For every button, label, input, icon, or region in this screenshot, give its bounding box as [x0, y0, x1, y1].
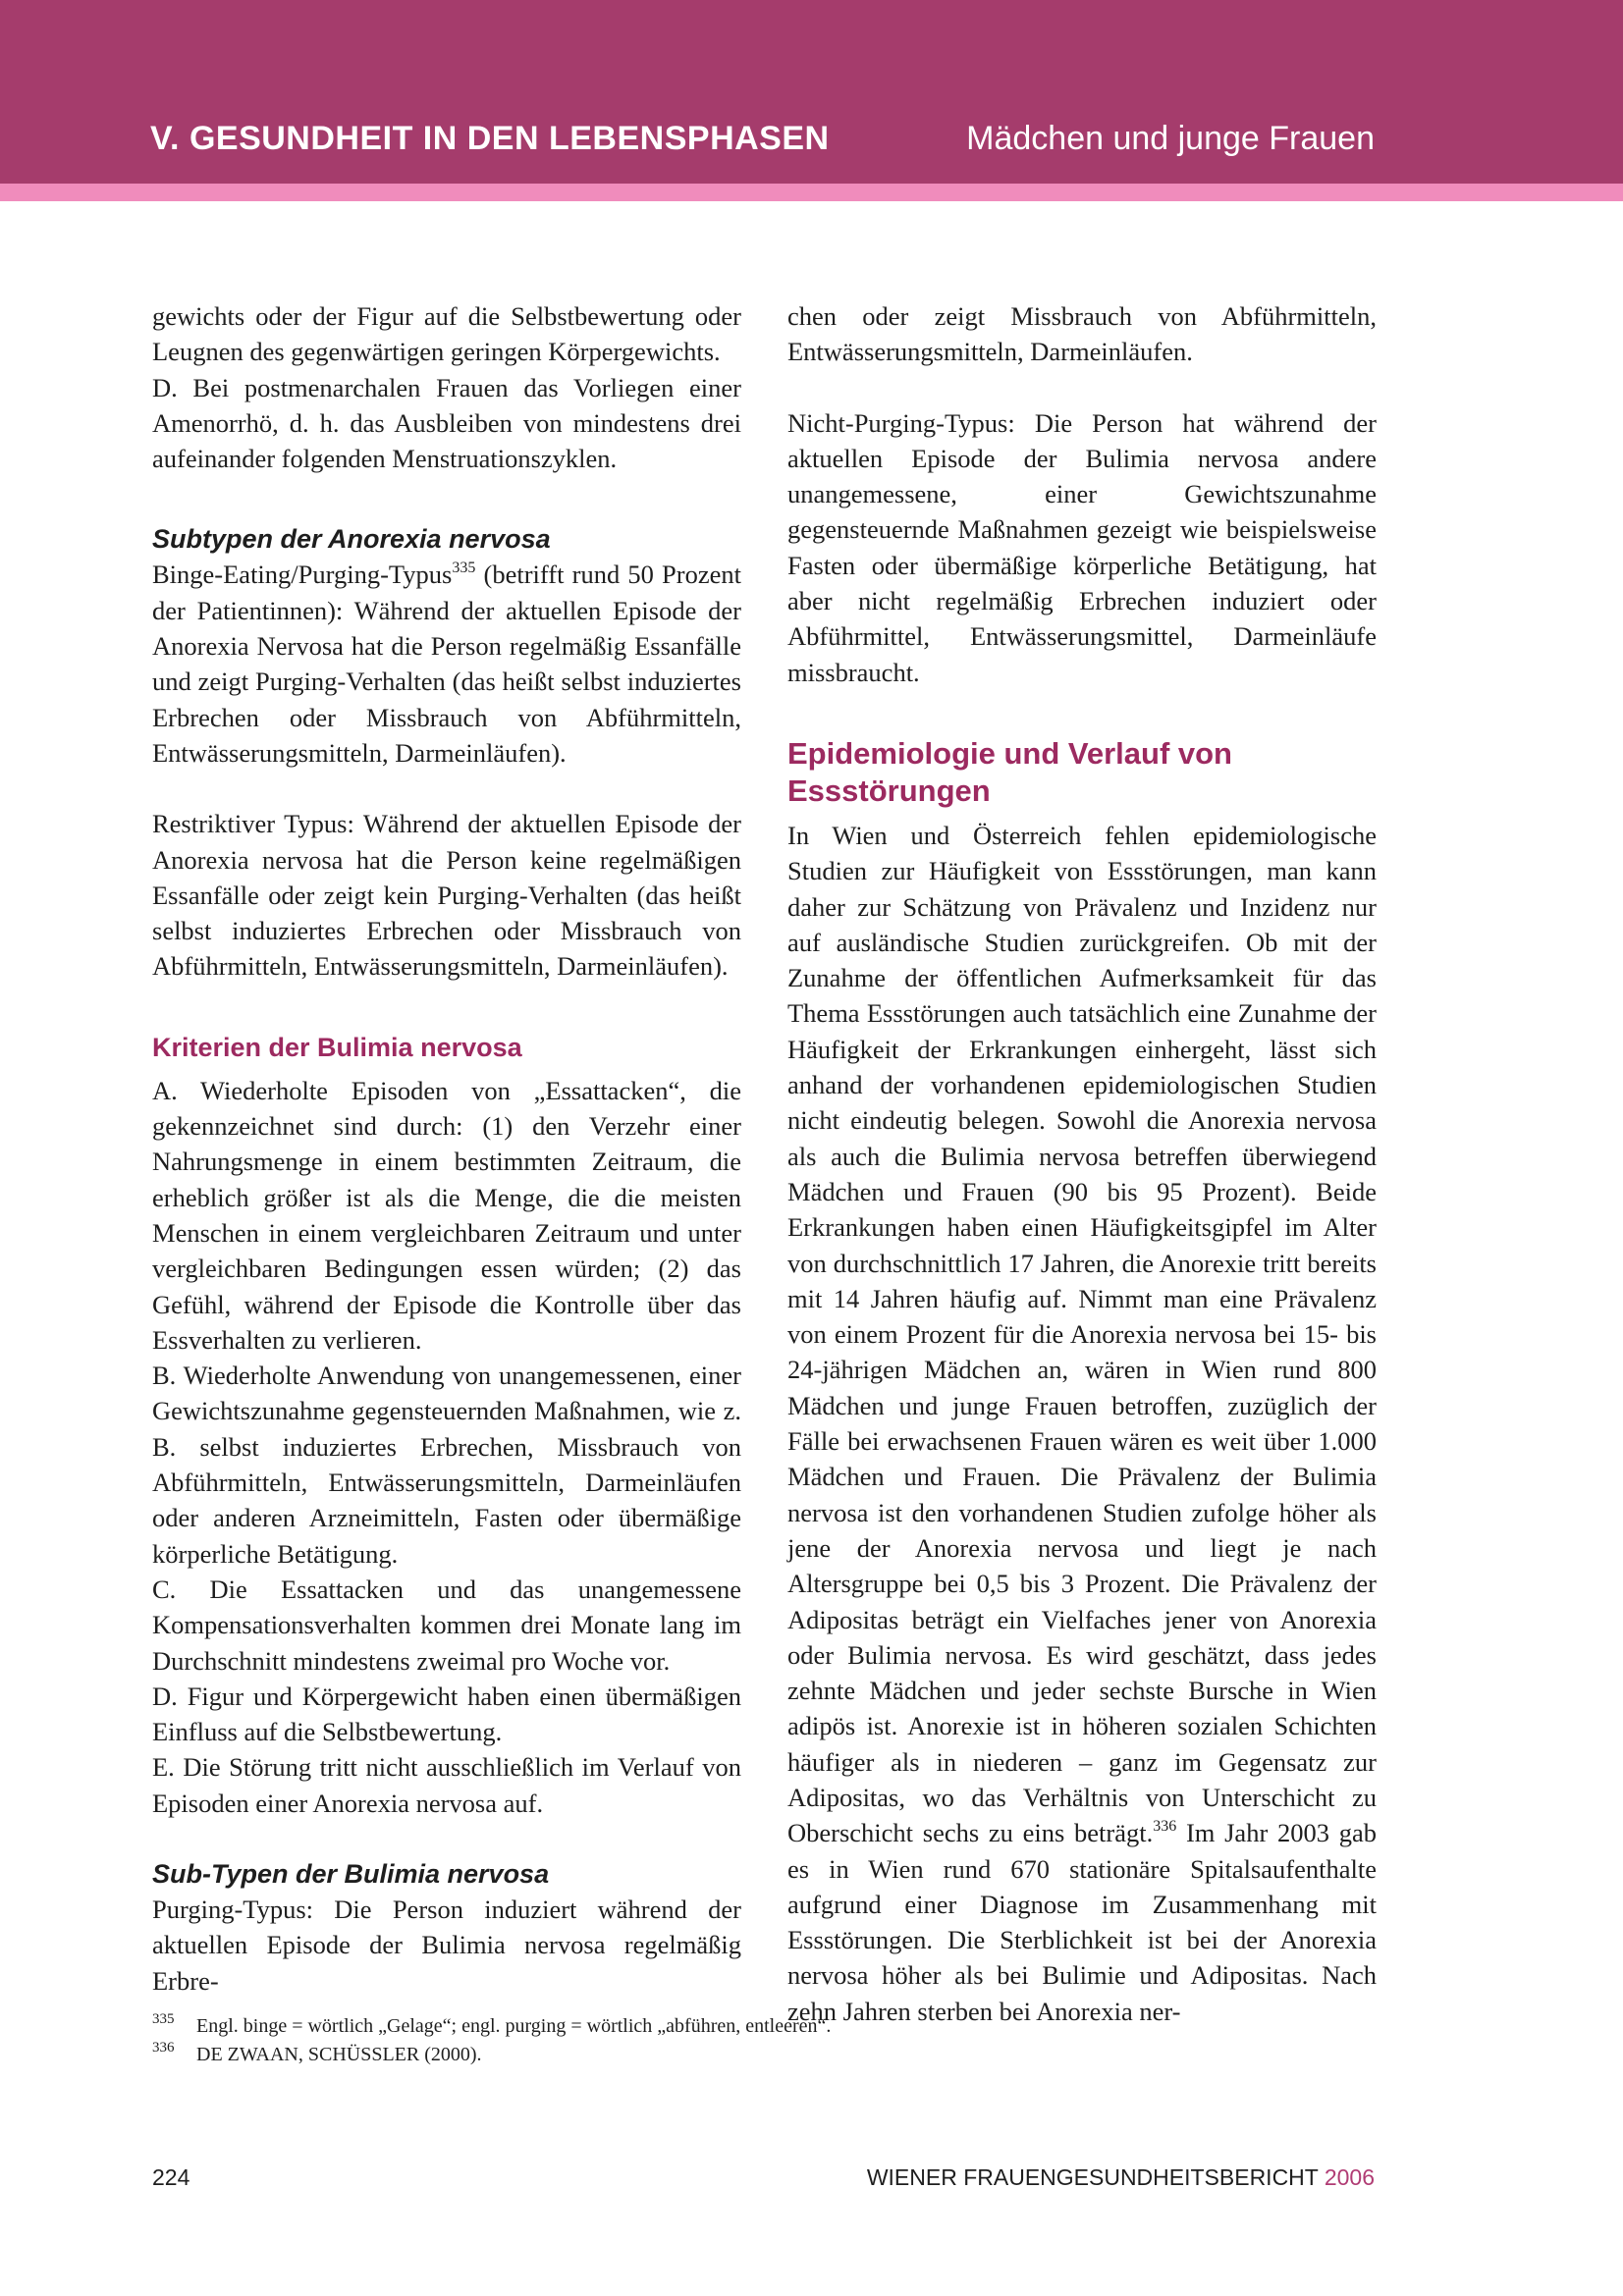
subtypes-anorexia-heading: Subtypen der Anorexia nervosa	[152, 524, 551, 555]
criterion-b: B. Wiederholte Anwendung von unangemessenen, einer Gewichtszunahme gegensteuernden Maßnahmen, wie z. B. selbst induziertes Erbrechen, Missbrauch von Abführmitteln, Entwässerungsmitteln, Darmeinläufen oder anderen Arzneimitteln, Fasten oder übermäßige körperliche Betätigung.	[152, 1361, 741, 1569]
report-year: 2006	[1324, 2164, 1375, 2190]
footnote	[152, 2041, 1380, 2069]
epidemiology-heading: Epidemiologie und Verlauf von Essstörungen	[787, 735, 1232, 808]
footnotes	[152, 2012, 1380, 2069]
chapter-title: V. GESUNDHEIT IN DEN LEBENSPHASEN	[150, 120, 830, 157]
paragraph: Restriktiver Typus: Während der aktuellen Episode der Anorexia nervosa hat die Person keine regelmäßigen Essanfälle oder zeigt kein Purging-Verhalten (das heißt selbst induziertes Erbrechen oder Missbrauch von Abführmitteln, Entwässerungsmitteln, Darmeinläufen).	[152, 809, 741, 982]
binge-type-text: Binge-Eating/Purging-Typus	[152, 560, 453, 590]
criterion-a: A. Wiederholte Episoden von „Essattacken“, die gekennzeichnet sind durch: (1) den Verzehr einer Nahrungsmenge in einem bestimmten Zeitraum, die erheblich größer ist als die Menge, die die meisten Menschen in einem vergleichbaren Zeitraum und unter vergleichbaren Bedingungen essen würden; (2) das Gefühl, während der Episode die Kontrolle über das Essverhalten zu verlieren.	[152, 1075, 741, 1355]
footnote	[152, 2012, 1380, 2041]
right-column	[787, 298, 1377, 2029]
paragraph: Purging-Typus: Die Person induziert während der aktuellen Episode der Bulimia nervosa regelmäßig Erbre-	[152, 1894, 741, 1996]
paragraph: Nicht-Purging-Typus: Die Person hat während der aktuellen Episode der Bulimia nervosa andere unangemessene, einer Gewichtszunahme gegensteuernde Maßnahmen gezeigt wie beispielsweise Fasten oder übermäßige körperliche Betätigung, hat aber nicht regelmäßig Erbrechen induziert oder Abführmittel, Entwässerungsmittel, Darmeinläufe missbraucht.	[787, 407, 1377, 687]
paragraph	[787, 818, 1377, 2029]
subtypes-bulimia-heading: Sub-Typen der Bulimia nervosa	[152, 1858, 550, 1889]
page-number: 224	[152, 2164, 190, 2190]
paragraph: gewichts oder der Figur auf die Selbstbewertung oder Leugnen des gegenwärtigen geringen Körpergewichts.	[152, 301, 741, 367]
footnote-text: Engl. binge = wörtlich „Gelage“; engl. purging = wörtlich „abführen, entleeren“.	[196, 2015, 832, 2037]
footnote-number: 336	[152, 2040, 175, 2056]
footnote-ref: 335	[452, 560, 476, 577]
header-accent-stripe	[0, 184, 1623, 201]
paragraph: D. Bei postmenarchalen Frauen das Vorliegen einer Amenorrhö, d. h. das Ausbleiben von mindestens drei aufeinander folgenden Menstruationszyklen.	[152, 372, 741, 474]
epidemiology-text-cont: Im Jahr 2003 gab es in Wien rund 670 stationäre Spitalsaufenthalte aufgrund einer Diagnose im Zusammenhang mit Essstörungen. Die Sterblichkeit ist bei der Anorexia nervosa höher als bei Bulimie und Adipositas. Nach zehn Jahren sterben bei Anorexia ner-	[787, 1818, 1377, 2026]
criterion-d: D. Figur und Körpergewicht haben einen übermäßigen Einfluss auf die Selbstbewertung.	[152, 1681, 741, 1747]
paragraph: chen oder zeigt Missbrauch von Abführmitteln, Entwässerungsmitteln, Darmeinläufen.	[787, 301, 1377, 367]
page-header	[0, 0, 1623, 184]
section-subtitle: Mädchen und junge Frauen	[966, 120, 1375, 157]
binge-type-text-cont: (betrifft rund 50 Prozent der Patientinnen): Während der aktuellen Episode der Anorexia Nervosa hat die Person regelmäßig Essanfälle und zeigt Purging-Verhalten (das heißt selbst induziertes Erbrechen oder Missbrauch von Abführmitteln, Entwässerungsmitteln, Darmeinläufen).	[152, 560, 741, 768]
paragraph	[152, 557, 741, 771]
criterion-c: C. Die Essattacken und das unangemessene Kompensationsverhalten kommen drei Monate lang im Durchschnitt mindestens zweimal pro Woche vor.	[152, 1574, 741, 1676]
criteria-bulimia-heading: Kriterien der Bulimia nervosa	[152, 1032, 522, 1062]
footnote-ref: 336	[1153, 1818, 1177, 1836]
footnote-number: 335	[152, 2011, 175, 2027]
epidemiology-text: In Wien und Österreich fehlen epidemiologische Studien zur Häufigkeit von Essstörungen, man kann daher zur Schätzung von Prävalenz und Inzidenz nur auf ausländische Studien zurückgreifen. Ob mit der Zunahme der öffentlichen Aufmerksamkeit für das Thema Essstörungen auch tatsächlich eine Zunahme der Häufigkeit der Erkrankungen einhergeht, lässt sich anhand der vorhandenen epidemiologischen Studien nicht eindeutig belegen. Sowohl die Anorexia nervosa als auch die Bulimia nervosa betreffen überwiegend Mädchen und Frauen (90 bis 95 Prozent). Beide Erkrankungen haben einen Häufigkeitsgipfel im Alter von durchschnittlich 17 Jahren, die Anorexie tritt bereits mit 14 Jahren häufig auf. Nimmt man eine Prävalenz von einem Prozent für die Anorexia nervosa bei 15- bis 24-jährigen Mädchen an, wären in Wien rund 800 Mädchen und junge Frauen betroffen, zuzüglich der Fälle bei erwachsenen Frauen wären es weit über 1.000 Mädchen und Frauen. Die Prävalenz der Bulimia nervosa ist den vorhandenen Studien zufolge höher als jene der Anorexia nervosa und liegt je nach Altersgruppe bei 0,5 bis 3 Prozent. Die Prävalenz der Adipositas beträgt ein Vielfaches jener von Anorexia oder Bulimia nervosa. Es wird geschätzt, dass jedes zehnte Mädchen und jeder sechste Bursche in Wien adipös ist. Anorexie ist in höheren sozialen Schichten häufiger als in niederen – ganz im Gegensatz zur Adipositas, wo das Verhältnis von Unterschicht zu Oberschicht sechs zu eins beträgt.	[787, 820, 1377, 1848]
left-column	[152, 298, 741, 1999]
footnote-text: DE ZWAAN, SCHÜSSLER (2000).	[196, 2044, 482, 2065]
report-title: WIENER FRAUENGESUNDHEITSBERICHT	[866, 2164, 1319, 2190]
report-name	[867, 2164, 1375, 2191]
criterion-e: E. Die Störung tritt nicht ausschließlich im Verlauf von Episoden einer Anorexia nervosa auf.	[152, 1752, 741, 1818]
